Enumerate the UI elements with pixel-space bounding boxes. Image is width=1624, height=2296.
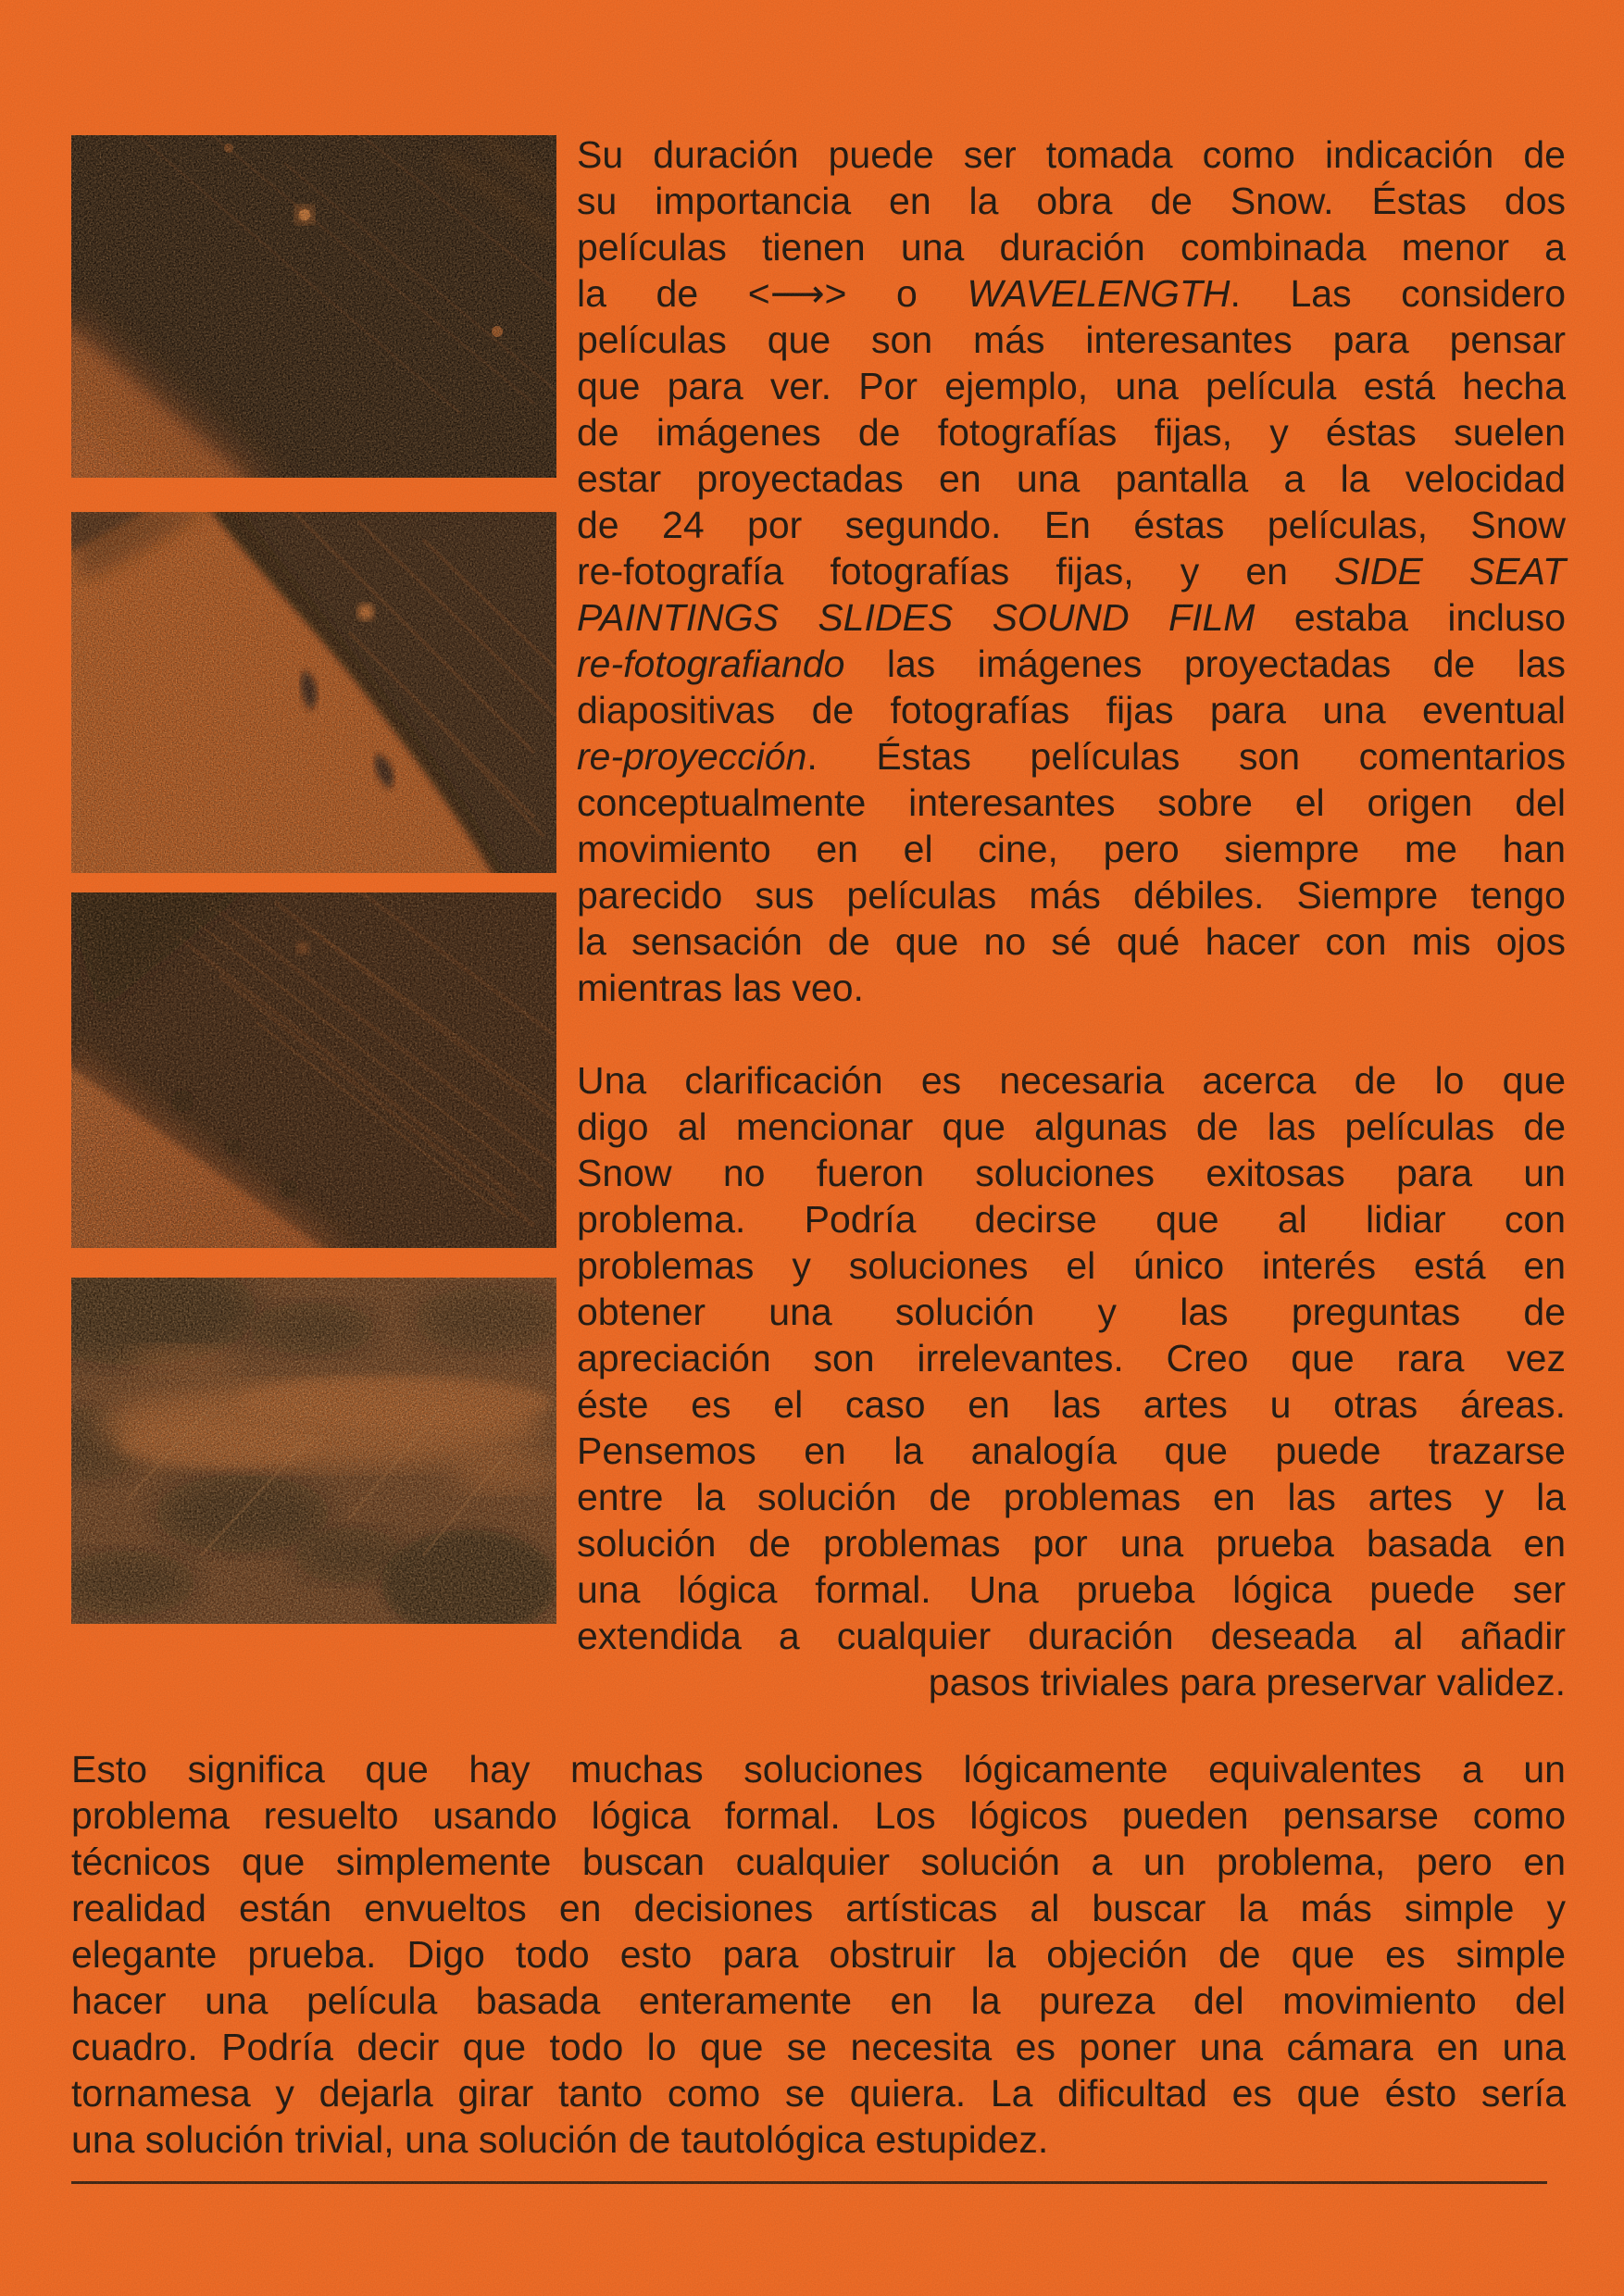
text-line: hacer una película basada enteramente en la pureza del movimiento del <box>71 1979 1566 2022</box>
text-line: que para ver. Por ejemplo, una película está hecha <box>577 365 1566 407</box>
footer-rule <box>71 2181 1547 2184</box>
text-line: entre la solución de problemas en las artes y la <box>577 1476 1566 1518</box>
text-line: tornamesa y dejarla girar tanto como se quiera. La dificultad es que ésto sería <box>71 2072 1566 2115</box>
text-line: técnicos que simplemente buscan cualquier solución a un problema, pero en <box>71 1841 1566 1883</box>
text-line: re-fotografiando las imágenes proyectadas de las <box>577 643 1566 685</box>
text-line: éste es el caso en las artes u otras áreas. <box>577 1383 1566 1426</box>
film-still-2-image <box>71 512 556 873</box>
text-line: diapositivas de fotografías fijas para una eventual <box>577 689 1566 731</box>
text-line: problema resuelto usando lógica formal. Los lógicos pueden pensarse como <box>71 1794 1566 1837</box>
film-still-1 <box>71 135 556 478</box>
text-line: de 24 por segundo. En éstas películas, Snow <box>577 504 1566 546</box>
film-still-4 <box>71 1278 556 1624</box>
text-line: elegante prueba. Digo todo esto para obstruir la objeción de que es simple <box>71 1933 1566 1976</box>
film-still-4-image <box>71 1278 556 1624</box>
text-line: extendida a cualquier duración deseada al añadir <box>577 1615 1566 1657</box>
text-line: conceptualmente interesantes sobre el origen del <box>577 781 1566 824</box>
text-line: Pensemos en la analogía que puede trazarse <box>577 1429 1566 1472</box>
text-line: problema. Podría decirse que al lidiar con <box>577 1198 1566 1241</box>
text-line: solución de problemas por una prueba basada en <box>577 1522 1566 1565</box>
text-line: PAINTINGS SLIDES SOUND FILM estaba incluso <box>577 596 1566 639</box>
film-still-3 <box>71 892 556 1248</box>
text-line: películas tienen una duración combinada menor a <box>577 226 1566 268</box>
text-line: parecido sus películas más débiles. Siempre tengo <box>577 874 1566 917</box>
column-paragraph-2 <box>577 1057 1566 1705</box>
text-line: obtener una solución y las preguntas de <box>577 1291 1566 1333</box>
text-line: re-fotografía fotografías fijas, y en SIDE SEAT <box>577 550 1566 593</box>
text-line: cuadro. Podría decir que todo lo que se necesita es poner una cámara en una <box>71 2026 1566 2068</box>
text-line: pasos triviales para preservar validez. <box>928 1661 1566 1703</box>
text-line: estar proyectadas en una pantalla a la velocidad <box>577 457 1566 500</box>
text-line: realidad están envueltos en decisiones artísticas al buscar la más simple y <box>71 1887 1566 1929</box>
text-line: mientras las veo. <box>577 967 864 1009</box>
text-line: re-proyección. Éstas películas son comentarios <box>577 735 1566 778</box>
text-line: una lógica formal. Una prueba lógica puede ser <box>577 1568 1566 1611</box>
text-line: movimiento en el cine, pero siempre me han <box>577 828 1566 870</box>
film-still-2 <box>71 512 556 873</box>
text-line: apreciación son irrelevantes. Creo que rara vez <box>577 1337 1566 1379</box>
film-still-3-image <box>71 892 556 1248</box>
text-line: Su duración puede ser tomada como indicación de <box>577 133 1566 176</box>
text-line: Snow no fueron soluciones exitosas para un <box>577 1152 1566 1194</box>
text-column <box>577 131 1566 1705</box>
text-line: la sensación de que no sé qué hacer con mis ojos <box>577 920 1566 963</box>
text-line: la de <⟶> o WAVELENGTH. Las considero <box>577 272 1566 315</box>
text-line: Esto significa que hay muchas soluciones lógicamente equivalentes a un <box>71 1748 1566 1791</box>
full-width-paragraph <box>71 1746 1566 2163</box>
text-line: Una clarificación es necesaria acerca de lo que <box>577 1059 1566 1102</box>
text-line: digo al mencionar que algunas de las películas de <box>577 1105 1566 1148</box>
column-paragraph-1 <box>577 131 1566 1011</box>
text-line: películas que son más interesantes para pensar <box>577 318 1566 361</box>
text-line: problemas y soluciones el único interés está en <box>577 1244 1566 1287</box>
text-line: una solución trivial, una solución de tautológica estupidez. <box>71 2118 1049 2161</box>
text-line: su importancia en la obra de Snow. Éstas dos <box>577 180 1566 222</box>
text-line: de imágenes de fotografías fijas, y éstas suelen <box>577 411 1566 454</box>
film-still-1-image <box>71 135 556 478</box>
